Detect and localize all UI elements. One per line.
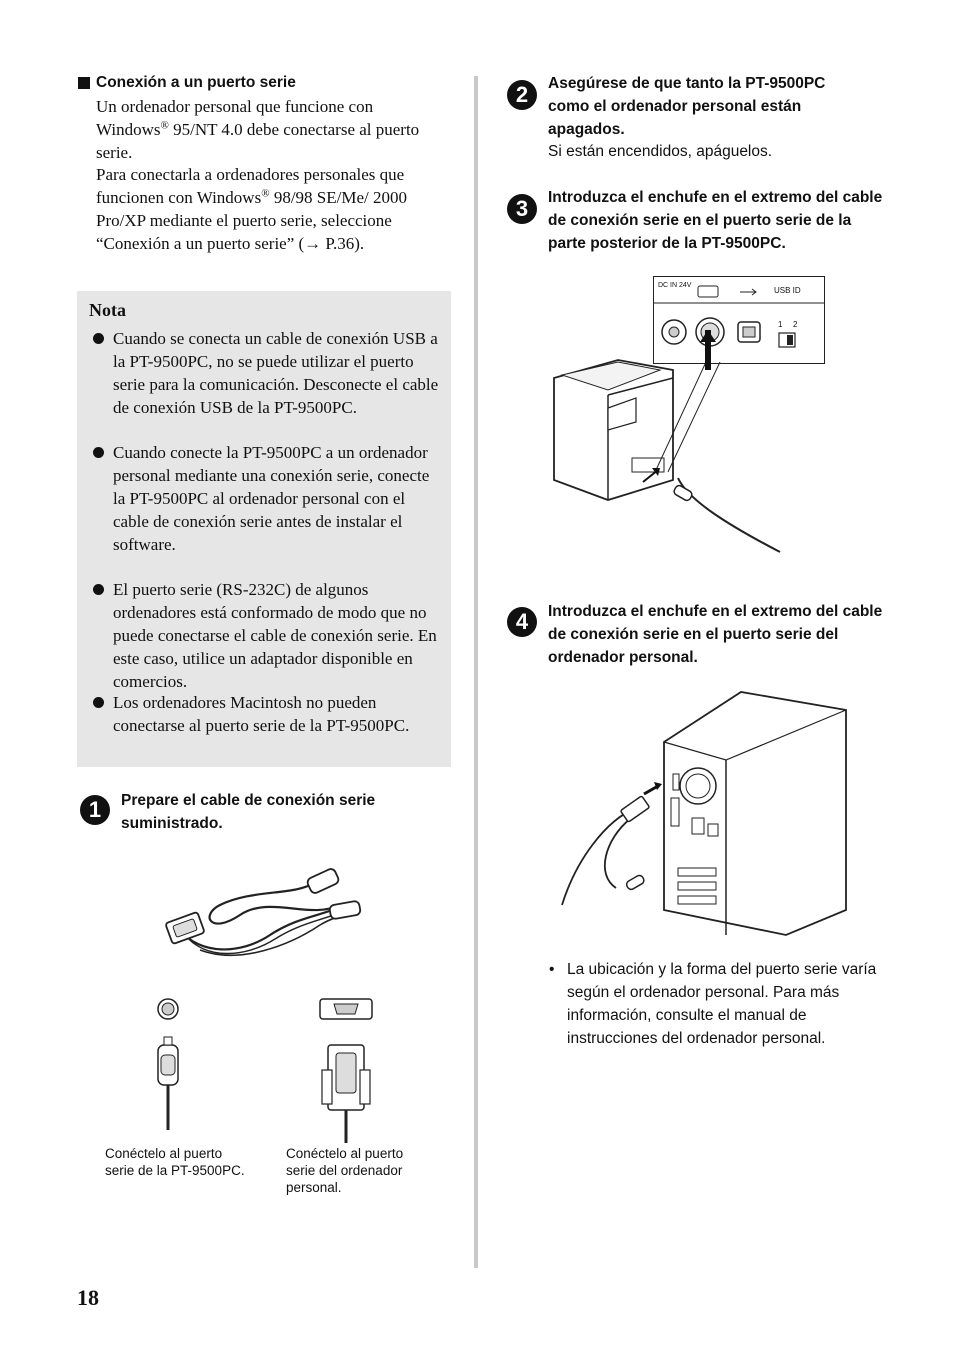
serial-cable-illustration: [160, 855, 370, 965]
db9-connector-illustration: [316, 995, 376, 1145]
intro-paragraph-2: Para conectarla a ordenadores personales que funcionen con Windows® 98/98 SE/Me/ 2000 Pro/XP mediante el puerto serie, seleccione “Conexión a un puerto serie” (→ P.36).: [96, 165, 407, 253]
note-item: El puerto serie (RS-232C) de algunos ordenadores está conformado de modo que no puede conectarse el cable de conexión serie. En este caso, utilice un adaptador disponible en comercios.: [113, 578, 443, 693]
caption-mini-din: Conéctelo al puerto serie de la PT-9500PC.: [105, 1146, 245, 1178]
mini-din-connector-illustration: [150, 995, 186, 1145]
bullet-icon: [93, 697, 104, 708]
step-3-text: Introduzca el enchufe en el extremo del cable de conexión serie en el puerto serie de la parte posterior de la PT-9500PC.: [548, 189, 883, 252]
caption-db9: Conéctelo al puerto serie del ordenador personal.: [286, 1146, 404, 1195]
bullet-icon: [93, 333, 104, 344]
section-bullet-square: [78, 77, 90, 89]
dc-in-label: DC IN 24V: [658, 282, 692, 289]
note-item: Los ordenadores Macintosh no pueden conectarse al puerto serie de la PT-9500PC.: [113, 691, 443, 737]
usb-id-label: USB ID: [774, 286, 801, 295]
column-divider: [474, 76, 478, 1268]
note-box: [77, 291, 451, 767]
step-2-text: Asegúrese de que tanto la PT-9500PC como el ordenador personal están apagados.: [548, 75, 826, 138]
bullet-icon: [93, 447, 104, 458]
step-2-number: 2: [507, 80, 537, 110]
step-3-number: 3: [507, 194, 537, 224]
pc-port-note: La ubicación y la forma del puerto serie varía según el ordenador personal. Para más información, consulte el manual de instrucciones del ordenador personal.: [567, 961, 877, 1047]
step-4-number: 4: [507, 607, 537, 637]
bullet-icon: [93, 584, 104, 595]
switch-label-2: 2: [793, 320, 798, 329]
switch-label-1: 1: [778, 320, 783, 329]
step-1-text: Prepare el cable de conexión serie suministrado.: [121, 792, 376, 832]
step-2-subtext: Si están encendidos, apáguelos.: [548, 143, 773, 160]
intro-paragraph-1: Un ordenador personal que funcione con Windows® 95/NT 4.0 debe conectarse al puerto serie.: [96, 97, 420, 162]
note-bullet: •: [549, 961, 555, 978]
step-4-text: Introduzca el enchufe en el extremo del cable de conexión serie en el puerto serie del ordenador personal.: [548, 603, 883, 666]
step-1-number: 1: [80, 795, 110, 825]
computer-tower-illustration: [556, 690, 852, 940]
note-item: Cuando conecte la PT-9500PC a un ordenador personal mediante una conexión serie, conecte la PT-9500PC al ordenador personal con el cable de conexión serie antes de instalar el software.: [113, 441, 443, 556]
section-title: Conexión a un puerto serie: [96, 74, 296, 91]
note-title: Nota: [89, 300, 126, 320]
printer-illustration: [548, 330, 788, 560]
page-number: 18: [77, 1285, 99, 1310]
note-item: Cuando se conecta un cable de conexión USB a la PT-9500PC, no se puede utilizar el puerto serie para la comunicación. Desconecte el cable de conexión USB de la PT-9500PC.: [113, 327, 443, 419]
